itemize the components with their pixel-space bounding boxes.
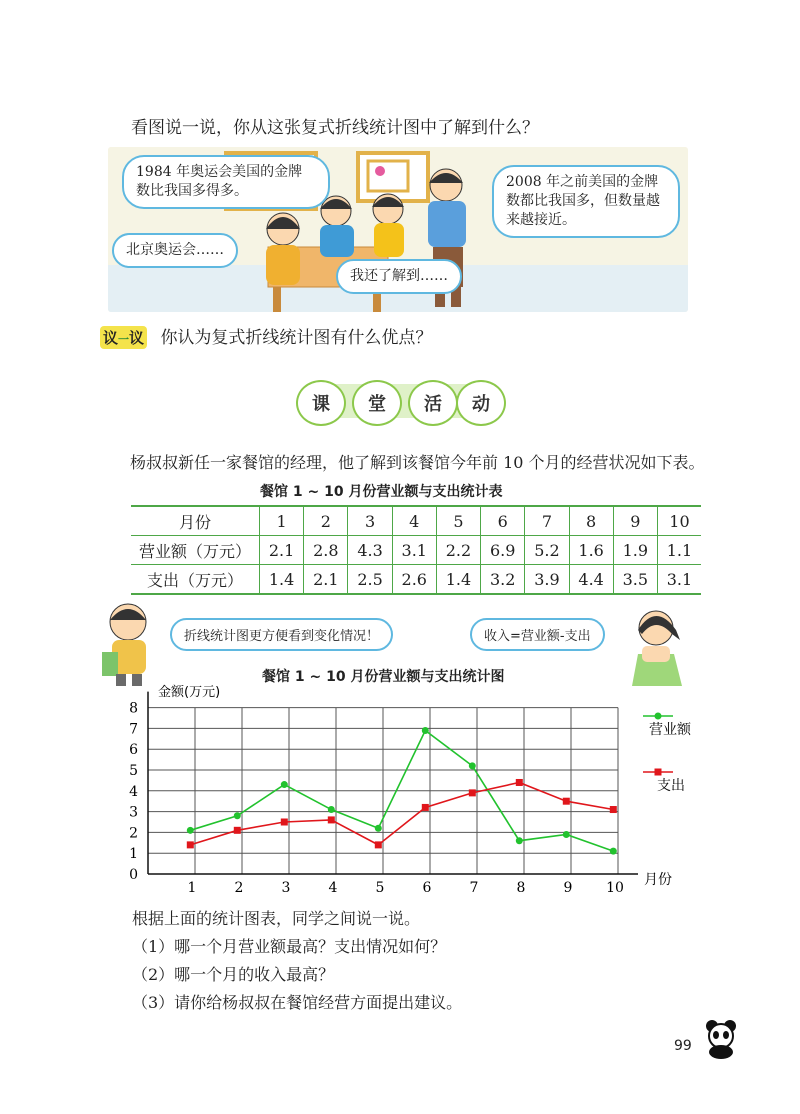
table-cell: 月份 xyxy=(178,512,211,532)
data-point xyxy=(328,816,335,823)
table-cell: 5.2 xyxy=(525,536,569,565)
data-point xyxy=(375,841,382,848)
table-row-revenue xyxy=(131,536,701,565)
table-row-expense xyxy=(131,565,701,595)
legend-label: 支出 xyxy=(657,778,685,794)
after-chart-text: 根据上面的统计图表，同学之间说一说。 xyxy=(132,909,421,928)
speech-bubble-learned: 我还了解到…… xyxy=(336,259,462,294)
table-cell: 1.1 xyxy=(657,536,701,565)
table-cell: 6.9 xyxy=(481,536,525,565)
data-point xyxy=(610,848,617,855)
data-point xyxy=(516,779,523,786)
data-point xyxy=(422,727,429,734)
x-tick-label: 7 xyxy=(469,880,479,896)
page-number: 99 xyxy=(674,1038,692,1054)
x-tick-label: 10 xyxy=(606,880,624,896)
speech-bubble-beijing: 北京奥运会…… xyxy=(112,233,238,268)
data-point xyxy=(516,837,523,844)
table-cell: 营业额（万元） xyxy=(138,541,251,561)
table-cell: 1.9 xyxy=(613,536,657,565)
intro-question: 看图说一说，你从这张复式折线统计图中了解到什么？ xyxy=(131,118,539,138)
y-tick-label: 2 xyxy=(129,825,138,842)
discussion-text: 你认为复式折线统计图有什么优点？ xyxy=(160,328,433,348)
x-tick-label: 1 xyxy=(187,880,197,896)
data-point xyxy=(563,798,570,805)
table-cell: 4.4 xyxy=(569,565,613,595)
speech-bubble-1984: 1984 年奥运会美国的金牌数比我国多得多。 xyxy=(122,155,330,209)
speech-bubble-2008: 2008 年之前美国的金牌数都比我国多，但数量越来越接近。 xyxy=(492,165,680,238)
table-title: 餐馆 1 ~ 10 月份营业额与支出统计表 xyxy=(260,484,503,500)
chart-grid xyxy=(148,708,618,874)
x-tick-label: 2 xyxy=(234,880,244,896)
data-point xyxy=(469,789,476,796)
y-tick-label: 7 xyxy=(129,721,138,738)
data-point xyxy=(234,812,241,819)
table-cell: 8 xyxy=(569,506,613,536)
data-point xyxy=(234,827,241,834)
x-tick-label: 3 xyxy=(281,880,291,896)
y-tick-label: 4 xyxy=(129,783,138,800)
table-cell: 3.1 xyxy=(657,565,701,595)
speech-left: 折线统计图更方便看到变化情况！ xyxy=(170,618,393,651)
legend-label: 营业额 xyxy=(649,722,691,738)
question-2: （2）哪一个月的收入最高？ xyxy=(132,965,335,984)
question-3: （3）请你给杨叔叔在餐馆经营方面提出建议。 xyxy=(132,993,463,1012)
table-cell: 3 xyxy=(348,506,392,536)
table-cell: 4 xyxy=(392,506,436,536)
data-point xyxy=(610,806,617,813)
activity-char-3: 活 xyxy=(408,380,458,426)
legend-marker xyxy=(655,769,662,776)
classroom-illustration xyxy=(108,147,688,312)
speech-right: 收入=营业额-支出 xyxy=(470,618,605,651)
table-cell: 2.8 xyxy=(304,536,348,565)
table-cell: 1.4 xyxy=(436,565,480,595)
activity-char-4: 动 xyxy=(456,380,506,426)
table-cell: 3.9 xyxy=(525,565,569,595)
series-line-expense xyxy=(190,782,613,844)
chart-ticks xyxy=(129,701,624,896)
table-row-months xyxy=(131,506,701,536)
table-cell: 1 xyxy=(260,506,304,536)
table-cell: 7 xyxy=(525,506,569,536)
boy-character xyxy=(98,600,164,686)
data-point xyxy=(281,781,288,788)
table-cell: 2.1 xyxy=(260,536,304,565)
x-axis-label: 月份 xyxy=(644,872,672,888)
y-tick-label: 6 xyxy=(129,742,138,759)
table-cell: 2.6 xyxy=(392,565,436,595)
table-cell: 2 xyxy=(304,506,348,536)
data-point xyxy=(187,841,194,848)
activity-char-2: 堂 xyxy=(352,380,402,426)
table-cell: 6 xyxy=(481,506,525,536)
data-point xyxy=(281,819,288,826)
y-tick-label: 8 xyxy=(129,700,138,717)
question-1: （1）哪一个月营业额最高？支出情况如何？ xyxy=(132,937,447,956)
table-cell: 2.2 xyxy=(436,536,480,565)
table-cell: 1.6 xyxy=(569,536,613,565)
girl-character xyxy=(620,606,694,688)
activity-char-1: 课 xyxy=(296,380,346,426)
x-tick-label: 6 xyxy=(422,880,432,896)
table-cell: 9 xyxy=(613,506,657,536)
table-cell: 4.3 xyxy=(348,536,392,565)
y-tick-label: 0 xyxy=(129,867,138,883)
line-chart xyxy=(118,680,698,900)
table-cell: 2.1 xyxy=(304,565,348,595)
table-cell: 5 xyxy=(436,506,480,536)
data-point xyxy=(187,827,194,834)
x-tick-label: 4 xyxy=(328,880,338,896)
y-axis-label: 金额(万元) xyxy=(158,685,221,700)
table-cell: 1.4 xyxy=(260,565,304,595)
y-tick-label: 3 xyxy=(129,804,138,821)
scenario-text: 杨叔叔新任一家餐馆的经理，他了解到该餐馆今年前 10 个月的经营状况如下表。 xyxy=(130,453,705,472)
table-cell: 10 xyxy=(657,506,701,536)
x-tick-label: 5 xyxy=(375,880,385,896)
data-point xyxy=(375,825,382,832)
table-cell: 3.2 xyxy=(481,565,525,595)
discussion-tag: 议一议 xyxy=(100,326,147,349)
data-point xyxy=(469,762,476,769)
table-cell: 3.1 xyxy=(392,536,436,565)
x-tick-label: 8 xyxy=(516,880,526,896)
revenue-expense-table xyxy=(131,505,701,595)
y-tick-label: 1 xyxy=(129,846,138,863)
chart-axes xyxy=(148,692,638,874)
data-point xyxy=(422,804,429,811)
y-tick-label: 5 xyxy=(129,763,138,779)
discussion-prompt xyxy=(100,323,432,349)
x-tick-label: 9 xyxy=(563,880,573,896)
legend-marker xyxy=(655,713,662,720)
chart-title: 餐馆 1 ~ 10 月份营业额与支出统计图 xyxy=(262,669,505,685)
table-cell: 2.5 xyxy=(348,565,392,595)
data-point xyxy=(328,806,335,813)
panda-icon xyxy=(700,1018,742,1060)
table-cell: 支出（万元） xyxy=(146,570,243,590)
chart-legend xyxy=(643,713,692,795)
data-point xyxy=(563,831,570,838)
table-cell: 3.5 xyxy=(613,565,657,595)
